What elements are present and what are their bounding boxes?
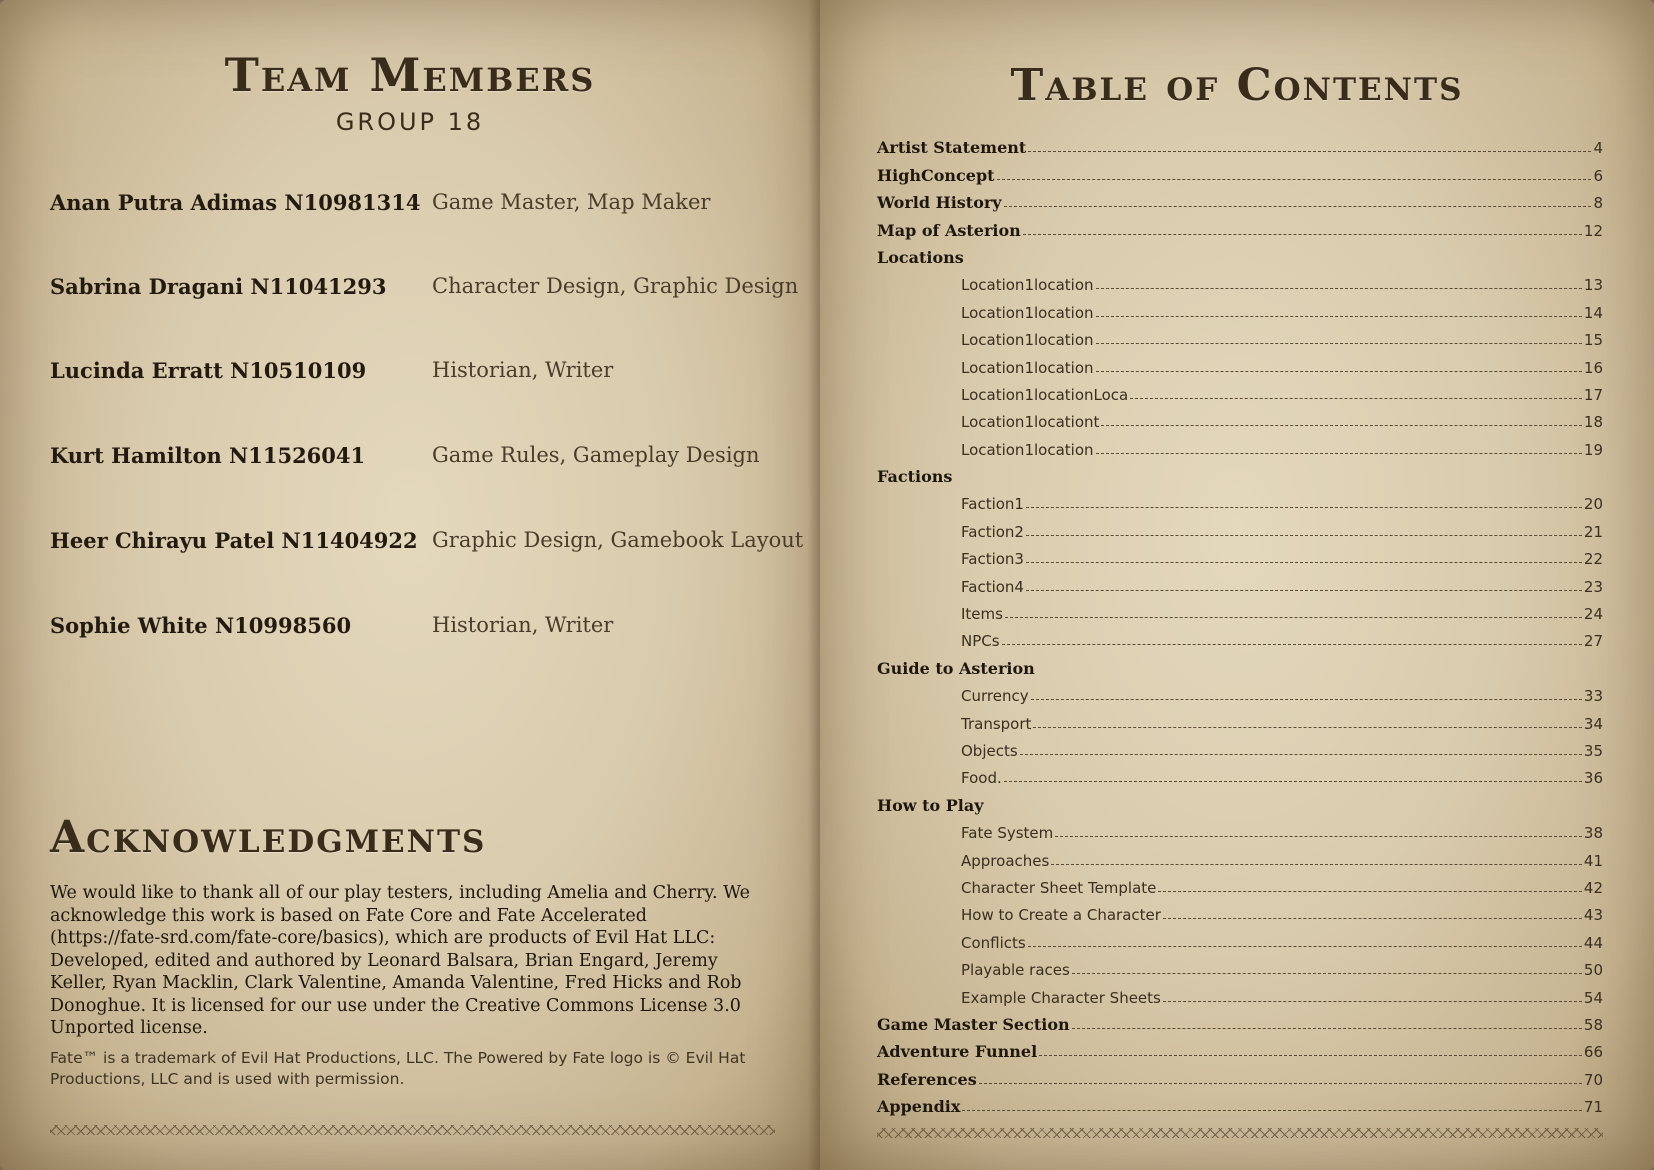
toc-entry[interactable] bbox=[877, 1089, 1603, 1116]
toc-entry[interactable] bbox=[877, 760, 1603, 787]
toc-entry-label: Fate System bbox=[961, 824, 1054, 843]
toc-dot-leader bbox=[1026, 506, 1582, 508]
member-name: Kurt Hamilton N11526041 bbox=[50, 443, 366, 468]
member-role: Historian, Writer bbox=[432, 613, 614, 637]
toc-entry[interactable] bbox=[877, 541, 1603, 568]
team-member-row bbox=[50, 358, 770, 398]
table-of-contents-title: Table of Contents bbox=[1010, 60, 1464, 111]
toc-entry[interactable] bbox=[877, 377, 1603, 404]
toc-entry[interactable] bbox=[877, 459, 1603, 486]
toc-dot-leader bbox=[1158, 890, 1582, 892]
toc-entry-page: 43 bbox=[1583, 906, 1603, 925]
toc-dot-leader bbox=[1031, 698, 1582, 700]
toc-dot-leader bbox=[1023, 233, 1582, 235]
toc-entry[interactable] bbox=[877, 1007, 1603, 1034]
toc-dot-leader bbox=[1020, 753, 1582, 755]
decorative-border-right bbox=[877, 1128, 1603, 1138]
toc-entry-page: 54 bbox=[1583, 988, 1603, 1007]
toc-dot-leader bbox=[1130, 397, 1582, 399]
toc-dot-leader bbox=[1028, 150, 1591, 152]
toc-entry-page: 66 bbox=[1583, 1043, 1603, 1062]
toc-entry[interactable] bbox=[877, 130, 1603, 157]
toc-entry[interactable] bbox=[877, 404, 1603, 431]
acknowledgments-title: Acknowledgments bbox=[50, 812, 487, 863]
toc-entry[interactable] bbox=[877, 1034, 1603, 1061]
toc-entry-page: 33 bbox=[1583, 687, 1603, 706]
toc-entry-page: 71 bbox=[1583, 1098, 1603, 1117]
toc-entry-label: Guide to Asterion bbox=[877, 658, 1035, 678]
toc-entry-label: Game Master Section bbox=[877, 1014, 1070, 1034]
toc-entry-label: Appendix bbox=[877, 1097, 961, 1117]
toc-entry-label: Conflicts bbox=[961, 933, 1026, 952]
team-group-subtitle: GROUP 18 bbox=[335, 108, 485, 136]
toc-entry-label: World History bbox=[877, 193, 1002, 213]
toc-entry-label: Factions bbox=[877, 467, 953, 487]
toc-entry-label: Playable races bbox=[961, 961, 1070, 980]
member-role: Game Master, Map Maker bbox=[432, 190, 711, 214]
toc-dot-leader bbox=[1096, 315, 1582, 317]
toc-entry-label: Faction3 bbox=[961, 550, 1024, 569]
member-role: Game Rules, Gameplay Design bbox=[432, 443, 760, 467]
toc-entry-page: 16 bbox=[1583, 358, 1603, 377]
toc-entry-label: Example Character Sheets bbox=[961, 988, 1161, 1007]
team-member-row bbox=[50, 443, 770, 483]
toc-entry-page: 21 bbox=[1583, 522, 1603, 541]
team-member-row bbox=[50, 528, 804, 568]
toc-entry-page: 8 bbox=[1593, 194, 1603, 213]
toc-entry-label: Items bbox=[961, 605, 1003, 624]
toc-entry-label: HighConcept bbox=[877, 165, 995, 185]
toc-entry-label: Map of Asterion bbox=[877, 220, 1021, 240]
toc-entry[interactable] bbox=[877, 568, 1603, 595]
toc-entry-page: 6 bbox=[1593, 166, 1603, 185]
toc-dot-leader bbox=[1005, 616, 1582, 618]
toc-entry-label: Faction4 bbox=[961, 577, 1024, 596]
toc-entry[interactable] bbox=[877, 596, 1603, 623]
toc-entry-label: Faction2 bbox=[961, 522, 1024, 541]
toc-entry-page: 44 bbox=[1583, 933, 1603, 952]
toc-entry[interactable] bbox=[877, 322, 1603, 349]
toc-entry-page: 13 bbox=[1583, 276, 1603, 295]
toc-entry-label: Approaches bbox=[961, 851, 1050, 870]
toc-dot-leader bbox=[979, 1082, 1582, 1084]
toc-entry[interactable] bbox=[877, 924, 1603, 951]
toc-entry-page: 34 bbox=[1583, 714, 1603, 733]
toc-entry-page: 19 bbox=[1583, 440, 1603, 459]
toc-dot-leader bbox=[1072, 972, 1582, 974]
member-role: Character Design, Graphic Design bbox=[432, 274, 799, 298]
toc-dot-leader bbox=[1096, 287, 1582, 289]
toc-entry-label: How to Play bbox=[877, 795, 984, 815]
team-member-row bbox=[50, 613, 770, 653]
toc-entry-label: Food. bbox=[961, 769, 1002, 788]
toc-entry[interactable] bbox=[877, 267, 1603, 294]
toc-entry[interactable] bbox=[877, 486, 1603, 513]
table-of-contents bbox=[877, 130, 1603, 1116]
toc-entry-label: Faction1 bbox=[961, 495, 1024, 514]
toc-entry-page: 41 bbox=[1583, 851, 1603, 870]
toc-entry-page: 14 bbox=[1583, 303, 1603, 322]
toc-dot-leader bbox=[1039, 1054, 1582, 1056]
member-role: Graphic Design, Gamebook Layout bbox=[432, 528, 804, 552]
toc-entry-label: Location1locationt bbox=[961, 413, 1100, 432]
toc-dot-leader bbox=[1033, 726, 1582, 728]
toc-entry-page: 17 bbox=[1583, 385, 1603, 404]
toc-entry[interactable] bbox=[877, 513, 1603, 540]
toc-entry-page: 38 bbox=[1583, 824, 1603, 843]
toc-entry[interactable] bbox=[877, 157, 1603, 184]
member-role: Historian, Writer bbox=[432, 358, 614, 382]
toc-entry-label: Adventure Funnel bbox=[877, 1042, 1038, 1062]
toc-entry[interactable] bbox=[877, 349, 1603, 376]
toc-dot-leader bbox=[1163, 1000, 1582, 1002]
toc-entry-label: Transport bbox=[961, 714, 1032, 733]
team-member-row bbox=[50, 274, 799, 314]
toc-entry[interactable] bbox=[877, 733, 1603, 760]
trademark-notice: Fate™ is a trademark of Evil Hat Productions, LLC. The Powered by Fate logo is © Evil Hat Productions, LLC and is used with permission. bbox=[50, 1049, 746, 1088]
toc-entry[interactable] bbox=[877, 1061, 1603, 1088]
toc-entry-label: Location1location bbox=[961, 276, 1094, 295]
toc-entry[interactable] bbox=[877, 623, 1603, 650]
toc-entry[interactable] bbox=[877, 294, 1603, 321]
toc-dot-leader bbox=[1096, 342, 1582, 344]
toc-entry-label: Location1locationLoca bbox=[961, 385, 1129, 404]
toc-entry-page: 35 bbox=[1583, 741, 1603, 760]
toc-dot-leader bbox=[1096, 452, 1582, 454]
toc-entry-label: Location1location bbox=[961, 358, 1094, 377]
toc-dot-leader bbox=[1096, 370, 1582, 372]
toc-entry-page: 27 bbox=[1583, 632, 1603, 651]
toc-entry-page: 36 bbox=[1583, 769, 1603, 788]
toc-dot-leader bbox=[1002, 643, 1582, 645]
toc-entry-page: 12 bbox=[1583, 221, 1603, 240]
toc-dot-leader bbox=[1028, 945, 1582, 947]
toc-dot-leader bbox=[1026, 561, 1582, 563]
toc-entry[interactable] bbox=[877, 185, 1603, 212]
toc-entry-label: How to Create a Character bbox=[961, 906, 1161, 925]
toc-entry-page: 50 bbox=[1583, 961, 1603, 980]
toc-entry[interactable] bbox=[877, 431, 1603, 458]
team-members-title: Team Members bbox=[224, 48, 596, 102]
toc-entry-page: 70 bbox=[1583, 1070, 1603, 1089]
member-name: Sophie White N10998560 bbox=[50, 613, 352, 638]
toc-entry-label: NPCs bbox=[961, 632, 1000, 651]
toc-entry[interactable] bbox=[877, 678, 1603, 705]
toc-entry-label: Currency bbox=[961, 687, 1029, 706]
toc-entry[interactable] bbox=[877, 952, 1603, 979]
member-name: Sabrina Dragani N11041293 bbox=[50, 274, 387, 299]
toc-entry[interactable] bbox=[877, 705, 1603, 732]
toc-entry-label: Location1location bbox=[961, 440, 1094, 459]
toc-entry[interactable] bbox=[877, 650, 1603, 677]
toc-entry[interactable] bbox=[877, 240, 1603, 267]
toc-dot-leader bbox=[1026, 589, 1582, 591]
toc-entry-page: 18 bbox=[1583, 413, 1603, 432]
toc-dot-leader bbox=[1026, 534, 1582, 536]
toc-dot-leader bbox=[997, 178, 1592, 180]
toc-dot-leader bbox=[1051, 863, 1582, 865]
decorative-border-left bbox=[50, 1125, 775, 1135]
toc-dot-leader bbox=[1072, 1027, 1582, 1029]
toc-entry-page: 24 bbox=[1583, 605, 1603, 624]
toc-entry-label: Artist Statement bbox=[877, 138, 1027, 158]
toc-entry-page: 15 bbox=[1583, 331, 1603, 350]
toc-entry-page: 22 bbox=[1583, 550, 1603, 569]
toc-entry-page: 4 bbox=[1593, 139, 1603, 158]
toc-entry[interactable] bbox=[877, 870, 1603, 897]
toc-entry-page: 23 bbox=[1583, 577, 1603, 596]
member-name: Anan Putra Adimas N10981314 bbox=[50, 190, 421, 215]
toc-dot-leader bbox=[1101, 424, 1582, 426]
toc-entry-label: Locations bbox=[877, 247, 964, 267]
toc-entry-page: 42 bbox=[1583, 878, 1603, 897]
toc-entry[interactable] bbox=[877, 842, 1603, 869]
toc-dot-leader bbox=[1004, 780, 1582, 782]
toc-entry[interactable] bbox=[877, 815, 1603, 842]
toc-entry[interactable] bbox=[877, 787, 1603, 814]
toc-entry-page: 20 bbox=[1583, 495, 1603, 514]
left-page bbox=[0, 0, 820, 1170]
team-member-row bbox=[50, 190, 770, 230]
acknowledgments-body: We would like to thank all of our play testers, including Amelia and Cherry. We acknowledge this work is based on Fate Core and Fate Accelerated (https://fate-srd.com/fate-core/basics), which are products of Evil Hat LLC: Developed, edited and authored by Leonard Balsara, Brian Engard, Jeremy Keller, Ryan Macklin, Clark Valentine, Amanda Valentine, Fred Hicks and Rob Donoghue. It is licensed for our use under the Creative Commons License 3.0 Unported license. bbox=[50, 883, 751, 1038]
toc-entry[interactable] bbox=[877, 212, 1603, 239]
toc-entry[interactable] bbox=[877, 979, 1603, 1006]
member-name: Heer Chirayu Patel N11404922 bbox=[50, 528, 418, 553]
toc-entry[interactable] bbox=[877, 897, 1603, 924]
toc-entry-label: References bbox=[877, 1069, 977, 1089]
toc-dot-leader bbox=[1163, 917, 1582, 919]
toc-dot-leader bbox=[962, 1109, 1582, 1111]
toc-entry-label: Objects bbox=[961, 741, 1018, 760]
toc-dot-leader bbox=[1055, 835, 1582, 837]
toc-entry-page: 58 bbox=[1583, 1015, 1603, 1034]
toc-entry-label: Location1location bbox=[961, 303, 1094, 322]
member-name: Lucinda Erratt N10510109 bbox=[50, 358, 367, 383]
toc-dot-leader bbox=[1004, 205, 1592, 207]
toc-entry-label: Character Sheet Template bbox=[961, 878, 1157, 897]
toc-entry-label: Location1location bbox=[961, 331, 1094, 350]
